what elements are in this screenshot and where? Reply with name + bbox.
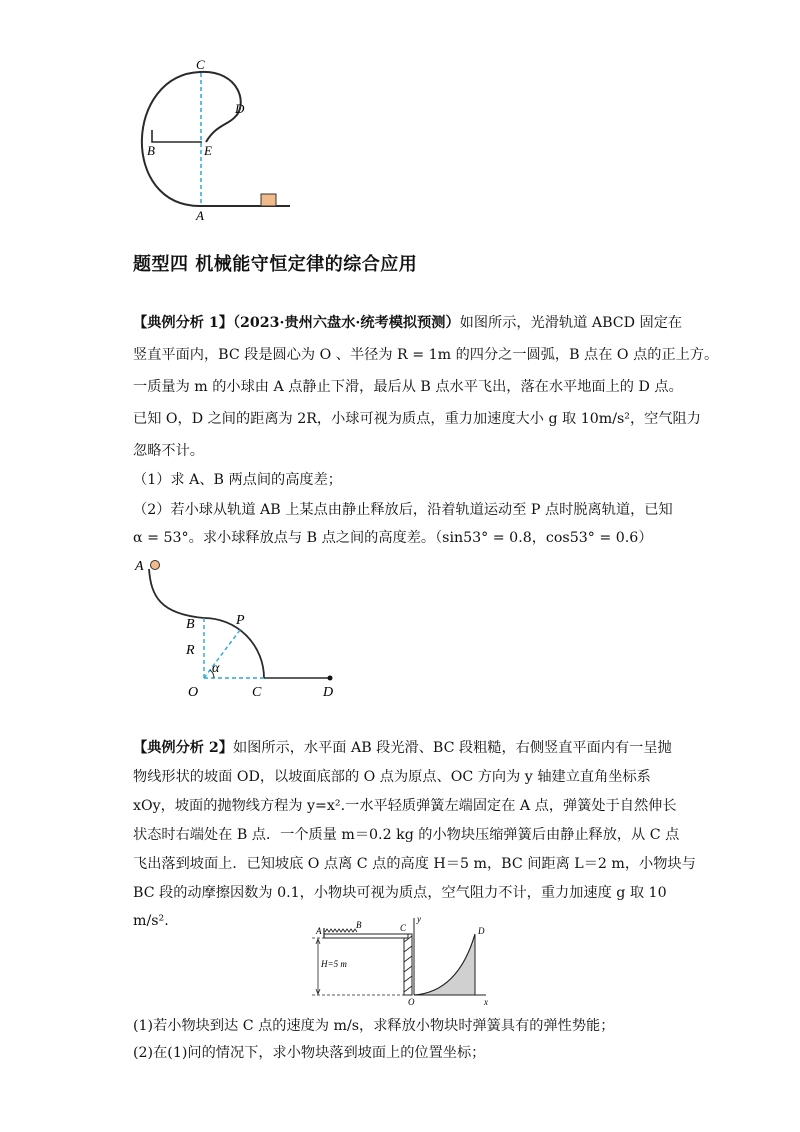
label-D: D xyxy=(235,101,245,116)
label-P: P xyxy=(236,613,245,628)
label-A: A xyxy=(135,559,144,574)
label-O: O xyxy=(408,997,415,1007)
example1-source: （2023·贵州六盘水·统考模拟预测） xyxy=(232,315,460,331)
curve-A-B xyxy=(149,569,204,618)
label-x: x xyxy=(484,997,488,1007)
label-R: R xyxy=(186,643,195,658)
example2-line2: 物线形状的坡面 OD，以坡面底部的 O 点为原点、OC 方向为 y 轴建立直角坐标系 xyxy=(133,769,651,785)
example1-tag: 【典例分析 1】 xyxy=(133,315,233,331)
line-B-E xyxy=(152,130,202,142)
example2-q2: (2)在(1)问的情况下，求小物块落到坡面上的位置坐标； xyxy=(133,1045,486,1061)
example2-line1 xyxy=(133,738,672,758)
label-D: D xyxy=(478,926,485,936)
figure-2-track-ABCD xyxy=(130,556,350,701)
point-D xyxy=(328,676,333,681)
label-y: y xyxy=(417,914,421,924)
parabola-shaded-area xyxy=(414,934,475,995)
pillar xyxy=(404,934,412,995)
ball xyxy=(151,561,160,570)
label-alpha: α xyxy=(212,661,220,676)
example2-line3: xOy，坡面的抛物线方程为 y=x².一水平轻质弹簧左端固定在 A 点，弹簧处于自然伸长 xyxy=(133,798,677,814)
example2-text1: 如图所示，水平面 AB 段光滑、BC 段粗糙，右侧竖直平面内有一呈抛 xyxy=(232,740,672,756)
spring xyxy=(325,929,357,932)
label-D: D xyxy=(323,685,334,700)
example2-q1: (1)若小物块到达 C 点的速度为 m/s，求释放小物块时弹簧具有的弹性势能； xyxy=(133,1018,615,1034)
block xyxy=(261,194,276,206)
dashed-O-P xyxy=(204,630,240,678)
example2-tag: 【典例分析 2】 xyxy=(133,740,233,756)
example1-q2b: α = 53°。求小球释放点与 B 点之间的高度差。（sin53° = 0.8，cos53° = 0.6） xyxy=(133,530,653,546)
example2-line7: m/s². xyxy=(133,913,169,929)
example1-q1: （1）求 A、B 两点间的高度差； xyxy=(133,472,342,488)
example2-line6: BC 段的动摩擦因数为 0.1，小物块可视为质点，空气阻力不计，重力加速度 g 取 10 xyxy=(133,885,667,901)
example2-line4: 状态时右端处在 B 点．一个质量 m＝0.2 kg 的小物块压缩弹簧后由静止释放，从 C 点 xyxy=(133,827,680,843)
label-A: A xyxy=(196,208,204,223)
figure-3-spring-parabola xyxy=(308,912,498,1007)
label-C: C xyxy=(252,685,262,700)
example1-line1 xyxy=(133,313,682,333)
example1-q2a: （2）若小球从轨道 AB 上某点由静止释放后，沿着轨道运动至 P 点时脱离轨道，已知 xyxy=(133,502,673,518)
label-O: O xyxy=(188,685,199,700)
example1-line3: 一质量为 m 的小球由 A 点静止下滑，最后从 B 点水平飞出，落在水平地面上的 D 点。 xyxy=(133,379,683,395)
example1-line2: 竖直平面内，BC 段是圆心为 O 、半径为 R = 1m 的四分之一圆弧，B 点在 O 点的正上方。 xyxy=(133,347,719,363)
label-B: B xyxy=(356,920,362,930)
figure-1-loop-track xyxy=(120,55,310,225)
loop-track-path xyxy=(142,72,290,206)
label-C: C xyxy=(196,57,205,72)
example1-line4: 已知 O，D 之间的距离为 2R，小球可视为质点，重力加速度大小 g 取 10m/s²，空气阻力 xyxy=(133,411,701,427)
label-H: H=5 m xyxy=(321,959,347,969)
section-heading: 题型四 机械能守恒定律的综合应用 xyxy=(133,254,418,275)
label-C: C xyxy=(400,923,407,933)
label-E: E xyxy=(204,143,212,158)
label-A: A xyxy=(316,926,322,936)
example1-text1: 如图所示，光滑轨道 ABCD 固定在 xyxy=(459,315,683,331)
label-B: B xyxy=(186,617,195,632)
platform-AC xyxy=(324,934,408,938)
example1-line5: 忽略不计。 xyxy=(133,443,204,459)
label-B: B xyxy=(147,143,155,158)
example2-line5: 飞出落到坡面上．已知坡底 O 点离 C 点的高度 H＝5 m，BC 间距离 L＝2 m，小物块与 xyxy=(133,856,696,872)
